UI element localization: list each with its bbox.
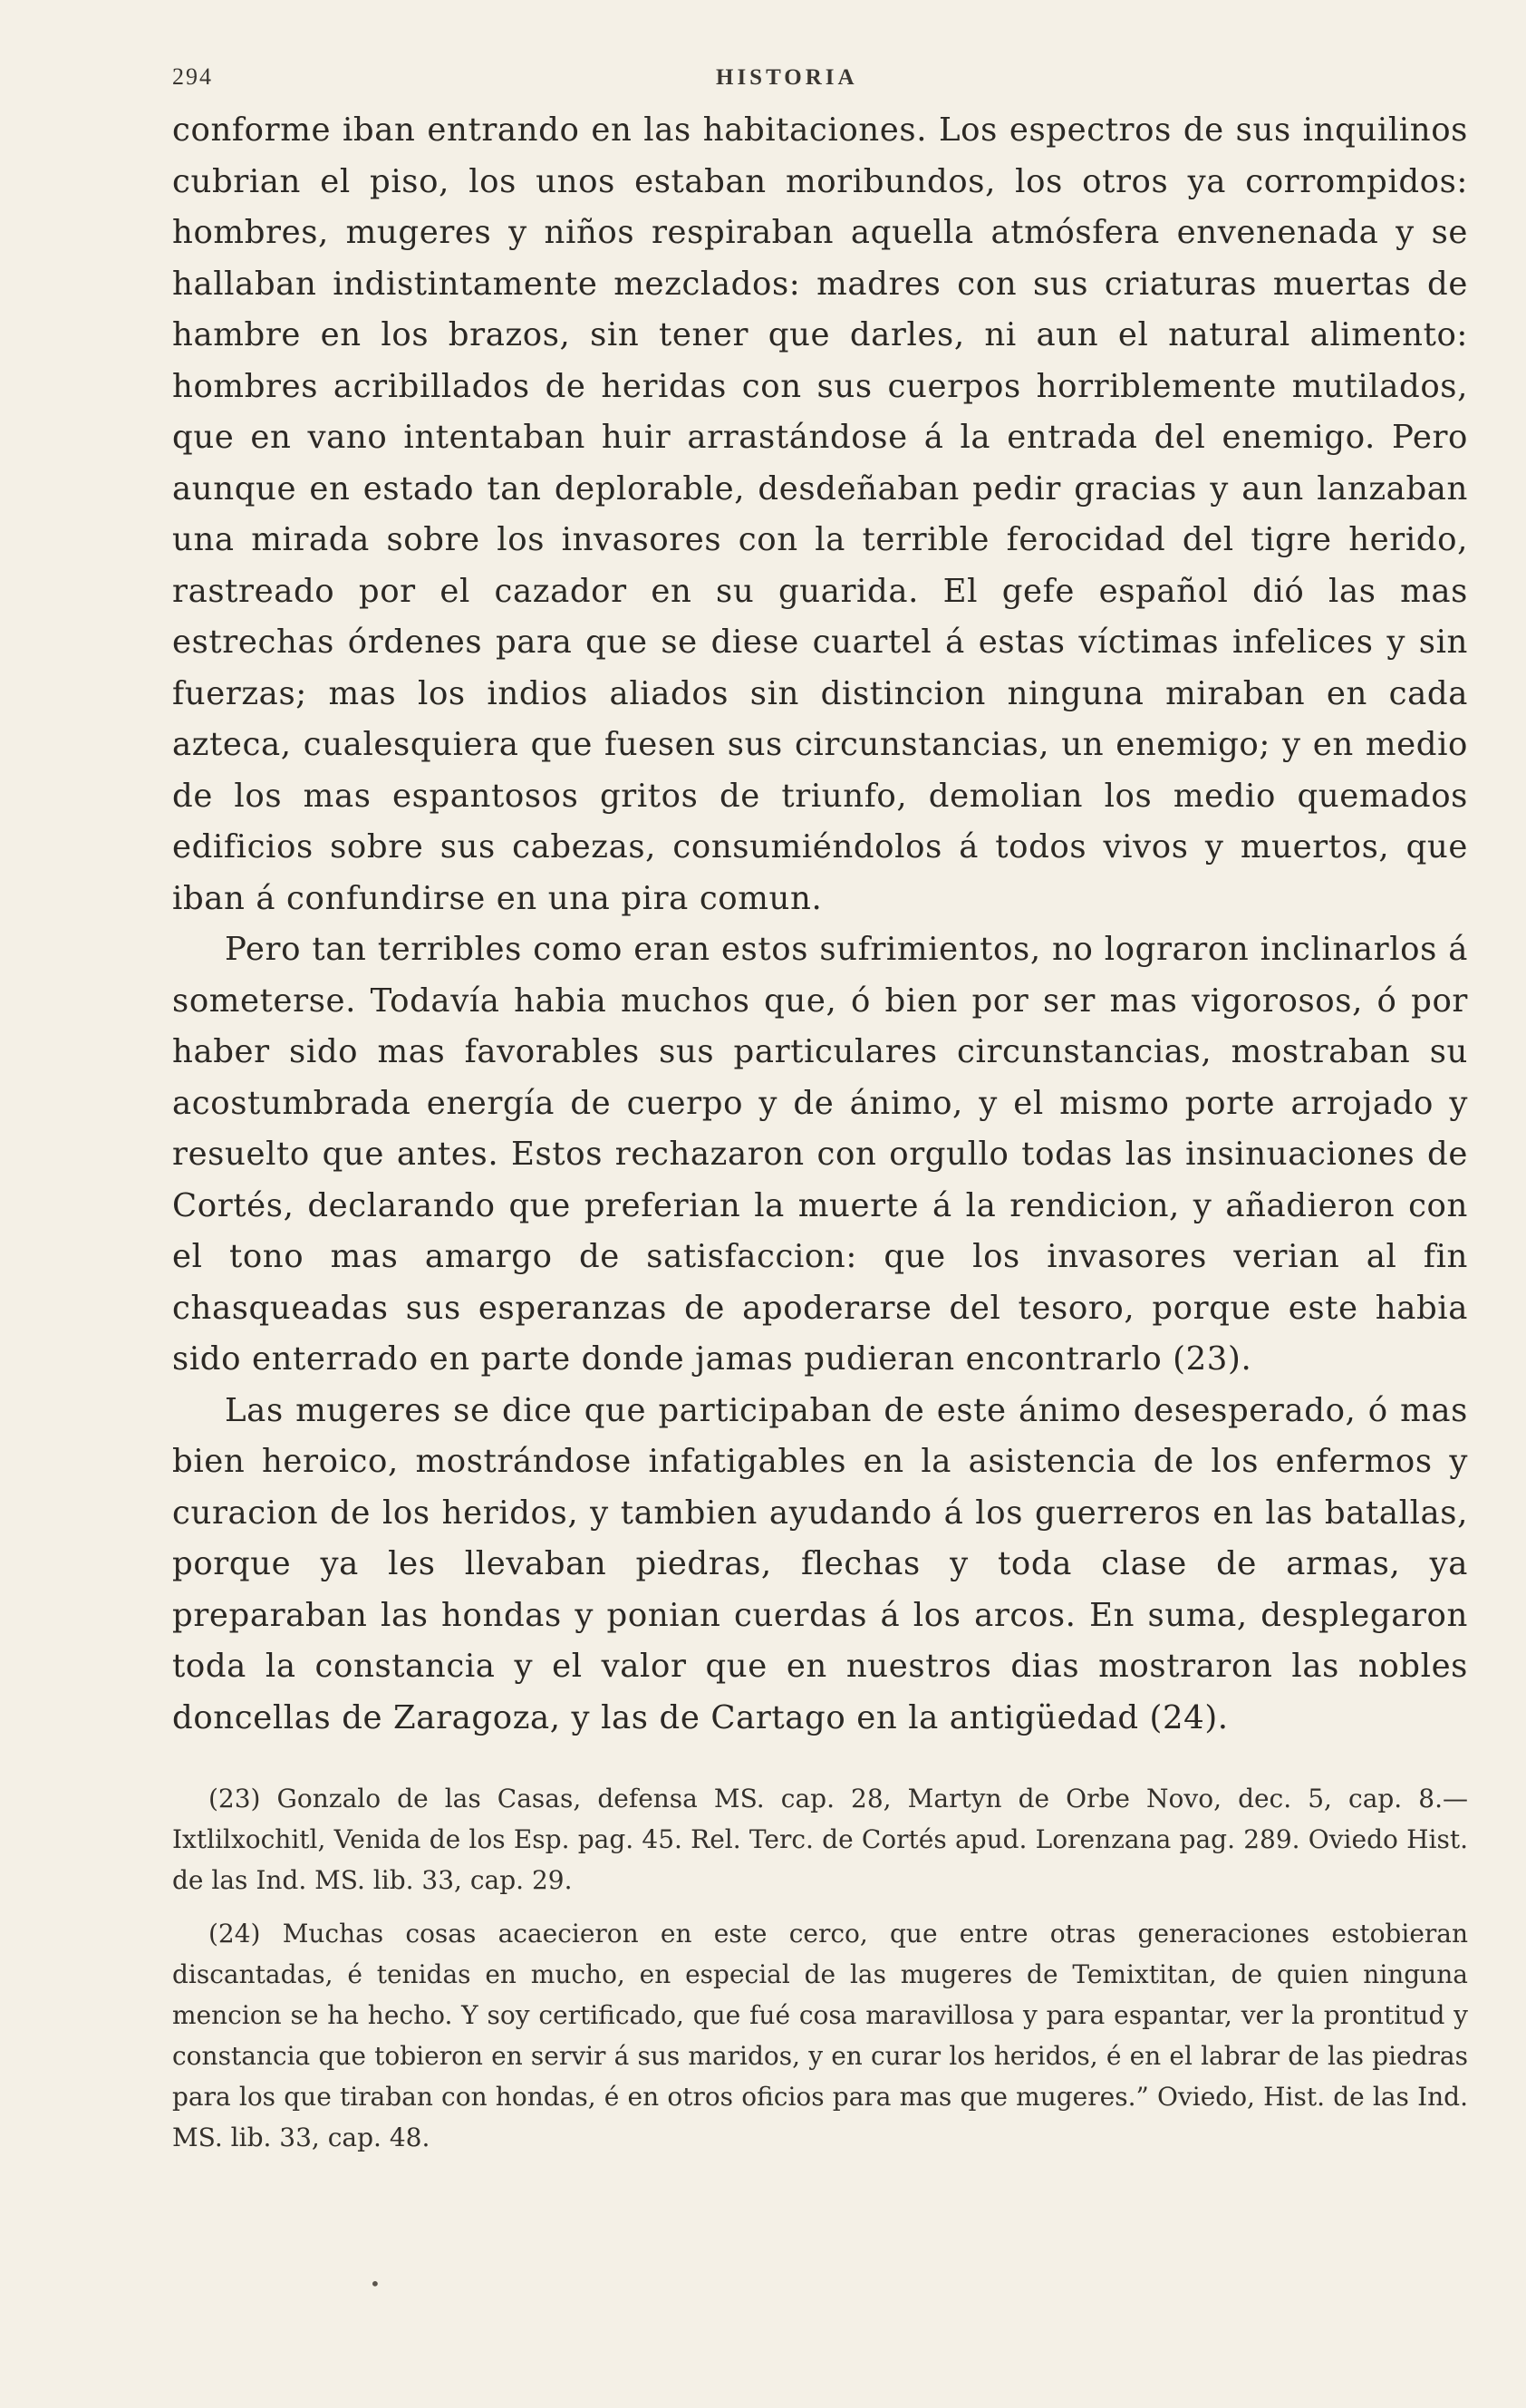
footnote: (23) Gonzalo de las Casas, defensa MS. cap. 28, Martyn de Orbe Novo, dec. 5, cap. 8.—Ixtlilxochitl, Venida de los Esp. pag. 45. Rel. Terc. de Cortés apud. Lorenzana pag. 289. Oviedo Hist. de las Ind. MS. lib. 33, cap. 29. [172,1784,1468,1895]
running-head: HISTORIA [716,65,858,90]
footnote: (24) Muchas cosas acaecieron en este cerco, que entre otras generaciones estobieran discantadas, é tenidas en mucho, en especial de las mugeres de Temixtitan, de quien ninguna mencion se ha hecho. Y soy certificado, que fué cosa maravillosa y para espantar, ver la prontitud y constancia que tobieron en servir á sus maridos, y en curar los heridos, é en el labrar de las piedras para los que tiraban con hondas, é en otros oficios para mas que mugeres.” Oviedo, Hist. de las Ind. MS. lib. 33, cap. 48. [172,1919,1468,2152]
paragraph: Pero tan terribles como eran estos sufrimientos, no lograron inclinarlos á someterse. Todavía habia muchos que, ó bien por ser mas vigorosos, ó por haber sido mas favorables sus particulares circunstancias, mostraban su acostumbrada energía de cuerpo y de ánimo, y el mismo porte arrojado y resuelto que antes. Estos rechazaron con orgullo todas las insinuaciones de Cortés, declarando que preferian la muerte á la rendicion, y añadieron con el tono mas amargo de satisfaccion: que los invasores verian al fin chasqueadas sus esperanzas de apoderarse del tesoro, porque este habia sido enterrado en parte donde jamas pudieran encontrarlo (23). [172,931,1468,1378]
paragraph: Las mugeres se dice que participaban de este ánimo desesperado, ó mas bien heroico, mostrándose infatigables en la asistencia de los enfermos y curacion de los heridos, y tambien ayudando á los guerreros en las batallas, porque ya les llevaban piedras, flechas y toda clase de armas, ya preparaban las hondas y ponian cuerdas á los arcos. En suma, desplegaron toda la constancia y el valor que en nuestros dias mostraron las nobles doncellas de Zaragoza, y las de Cartago en la antigüedad (24). [172,1391,1468,1736]
signature-mark: • [370,2273,381,2295]
book-page [172,63,1468,2384]
page-header [172,63,1468,102]
footnote-separator [172,1744,1468,1760]
page-number: 294 [172,63,213,90]
footnotes [172,1778,1468,2158]
paragraph: conforme iban entrando en las habitaciones. Los espectros de sus inquilinos cubrian el piso, los unos estaban moribundos, los otros ya corrompidos: hombres, mugeres y niños respiraban aquella atmósfera envenenada y se hallaban indistintamente mezclados: madres con sus criaturas muertas de hambre en los brazos, sin tener que darles, ni aun el natural alimento: hombres acribillados de heridas con sus cuerpos horriblemente mutilados, que en vano intentaban huir arrastándose á la entrada del enemigo. Pero aunque en estado tan deplorable, desdeñaban pedir gracias y aun lanzaban una mirada sobre los invasores con la terrible ferocidad del tigre herido, rastreado por el cazador en su guarida. El gefe español dió las mas estrechas órdenes para que se diese cuartel á estas víctimas infelices y sin fuerzas; mas los indios aliados sin distincion ninguna miraban en cada azteca, cualesquiera que fuesen sus circunstancias, un enemigo; y en medio de los mas espantosos gritos de triunfo, demolian los medio quemados edificios sobre sus cabezas, consumiéndolos á todos vivos y muertos, que iban á confundirse en una pira comun. [172,111,1468,917]
main-text [172,105,1468,1744]
